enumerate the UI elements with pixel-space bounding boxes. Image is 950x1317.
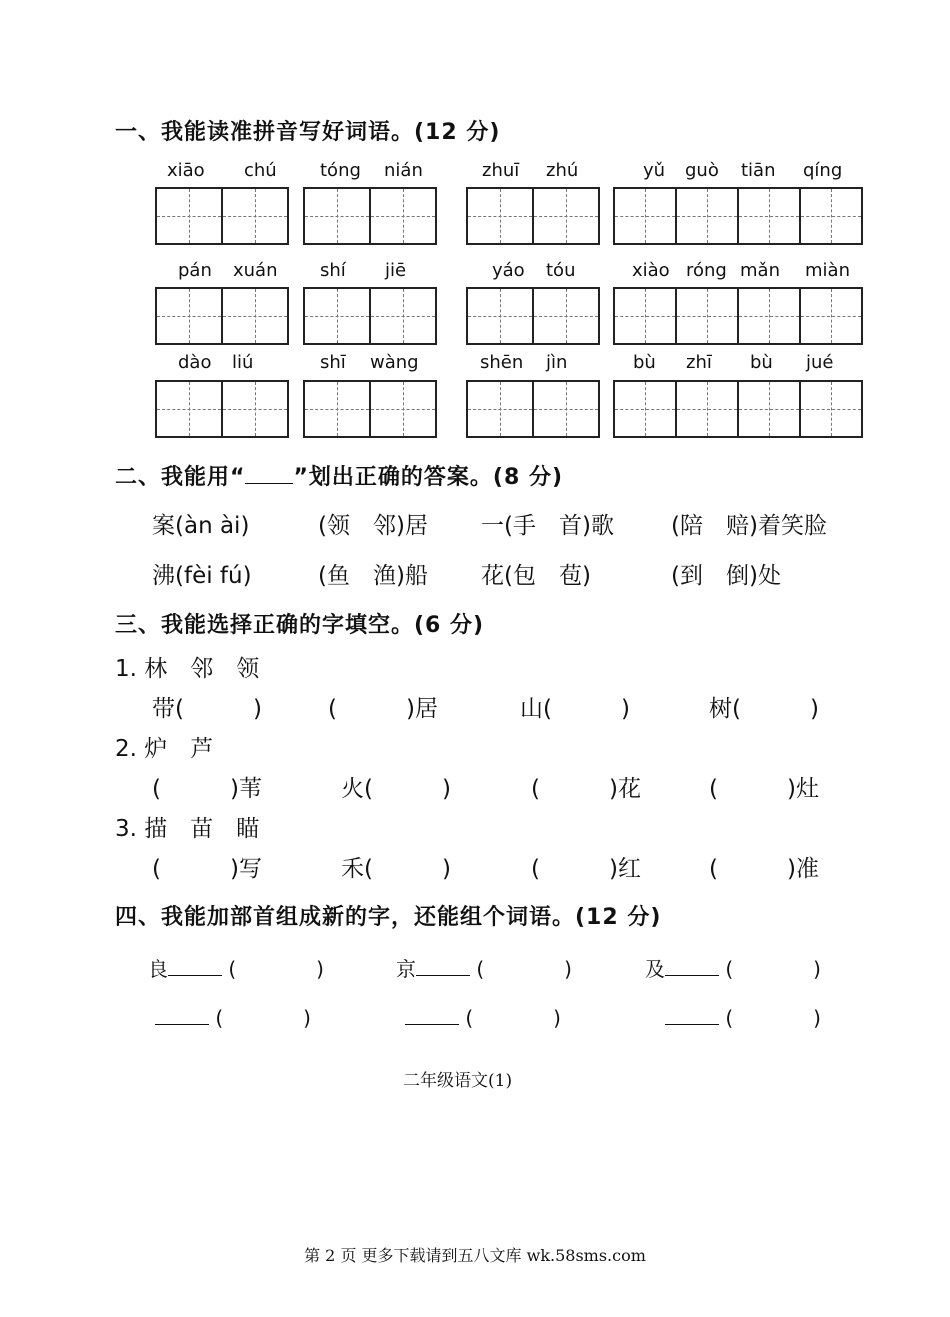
- pinyin: róng: [686, 260, 727, 281]
- fill-blank[interactable]: ( )红: [531, 856, 641, 882]
- writing-grid-2[interactable]: [303, 187, 437, 245]
- pinyin: yǔ: [643, 160, 666, 181]
- word-paren[interactable]: ( ): [725, 957, 821, 981]
- question-chars: 2. 炉 芦: [115, 736, 214, 762]
- heading-text: 二、我能用“: [115, 465, 246, 490]
- base-char: 良: [148, 957, 168, 981]
- writing-grid-2[interactable]: [155, 187, 289, 245]
- pinyin: xiāo: [167, 160, 205, 181]
- answer-line[interactable]: [405, 1004, 459, 1025]
- pinyin: shēn: [480, 352, 524, 373]
- answer-line[interactable]: [416, 955, 470, 976]
- answer-line[interactable]: [155, 1004, 209, 1025]
- pinyin: zhuī: [482, 160, 520, 181]
- radical-item[interactable]: [645, 953, 821, 982]
- writing-grid-2[interactable]: [303, 287, 437, 345]
- pinyin: mǎn: [740, 260, 780, 281]
- question-chars: 1. 林 邻 领: [115, 656, 260, 682]
- section3-heading: 三、我能选择正确的字填空。(6 分): [115, 613, 485, 638]
- choice-item[interactable]: 案(àn ài): [152, 513, 250, 539]
- pinyin: nián: [384, 160, 423, 181]
- radical-item[interactable]: [405, 1002, 561, 1031]
- choice-item[interactable]: 花(包 苞): [481, 563, 591, 589]
- pinyin: chú: [244, 160, 277, 181]
- writing-grid-4[interactable]: [613, 380, 863, 438]
- pinyin: jìn: [546, 352, 568, 373]
- radical-item[interactable]: [396, 953, 572, 982]
- answer-line[interactable]: [665, 955, 719, 976]
- pinyin: liú: [232, 352, 254, 373]
- fill-blank[interactable]: ( )写: [152, 856, 262, 882]
- word-paren[interactable]: ( ): [215, 1006, 311, 1030]
- pinyin: yáo: [492, 260, 525, 281]
- answer-line[interactable]: [168, 955, 222, 976]
- fill-blank[interactable]: 带( ): [152, 696, 262, 722]
- pinyin: guò: [685, 160, 719, 181]
- footer-text: 第 2 页 更多下载请到五八文库 wk.58sms.com: [304, 1246, 646, 1265]
- writing-grid-2[interactable]: [155, 380, 289, 438]
- word-paren[interactable]: ( ): [465, 1006, 561, 1030]
- word-paren[interactable]: ( ): [228, 957, 324, 981]
- pinyin: wàng: [370, 352, 419, 373]
- section2-heading: [115, 460, 563, 491]
- fill-blank[interactable]: 禾( ): [341, 856, 451, 882]
- pinyin: dào: [178, 352, 212, 373]
- fill-blank[interactable]: 山( ): [520, 696, 630, 722]
- writing-grid-4[interactable]: [613, 287, 863, 345]
- pinyin: jué: [806, 352, 834, 373]
- writing-grid-2[interactable]: [466, 187, 600, 245]
- pinyin: pán: [178, 260, 212, 281]
- choice-item[interactable]: (陪 赔)着笑脸: [671, 513, 827, 539]
- pinyin: xiào: [632, 260, 670, 281]
- pinyin: xuán: [233, 260, 278, 281]
- radical-item[interactable]: [665, 1002, 821, 1031]
- pinyin: zhú: [546, 160, 579, 181]
- pinyin: jiē: [385, 260, 407, 281]
- choice-item[interactable]: 一(手 首)歌: [481, 513, 614, 539]
- pinyin: tóng: [320, 160, 361, 181]
- base-char: 及: [645, 957, 665, 981]
- fill-blank[interactable]: ( )灶: [709, 776, 819, 802]
- pinyin: shī: [320, 352, 346, 373]
- choice-item[interactable]: (到 倒)处: [671, 563, 781, 589]
- fill-blank[interactable]: 火( ): [341, 776, 451, 802]
- pinyin: bù: [633, 352, 656, 373]
- writing-grid-4[interactable]: [613, 187, 863, 245]
- writing-grid-2[interactable]: [466, 380, 600, 438]
- page-label: 二年级语文(1): [403, 1071, 513, 1091]
- writing-grid-2[interactable]: [155, 287, 289, 345]
- word-paren[interactable]: ( ): [725, 1006, 821, 1030]
- section1-heading: 一、我能读准拼音写好词语。(12 分): [115, 120, 501, 145]
- pinyin: tiān: [741, 160, 776, 181]
- choice-item[interactable]: 沸(fèi fú): [152, 563, 252, 589]
- pinyin: bù: [750, 352, 773, 373]
- pinyin: tóu: [546, 260, 576, 281]
- fill-blank[interactable]: ( )居: [328, 696, 438, 722]
- word-paren[interactable]: ( ): [476, 957, 572, 981]
- answer-line[interactable]: [665, 1004, 719, 1025]
- fill-blank[interactable]: ( )苇: [152, 776, 262, 802]
- pinyin: zhī: [686, 352, 712, 373]
- section4-heading: 四、我能加部首组成新的字，还能组个词语。(12 分): [115, 905, 662, 930]
- fill-blank[interactable]: ( )准: [709, 856, 819, 882]
- fill-blank[interactable]: 树( ): [709, 696, 819, 722]
- radical-item[interactable]: [155, 1002, 311, 1031]
- heading-text: ”划出正确的答案。(8 分): [293, 465, 564, 490]
- radical-item[interactable]: [148, 953, 324, 982]
- underline-sample: [245, 461, 293, 484]
- fill-blank[interactable]: ( )花: [531, 776, 641, 802]
- pinyin: miàn: [805, 260, 850, 281]
- pinyin: qíng: [803, 160, 843, 181]
- writing-grid-2[interactable]: [466, 287, 600, 345]
- choice-item[interactable]: (鱼 渔)船: [318, 563, 428, 589]
- base-char: 京: [396, 957, 416, 981]
- pinyin: shí: [320, 260, 346, 281]
- choice-item[interactable]: (领 邻)居: [318, 513, 428, 539]
- question-chars: 3. 描 苗 瞄: [115, 816, 260, 842]
- writing-grid-2[interactable]: [303, 380, 437, 438]
